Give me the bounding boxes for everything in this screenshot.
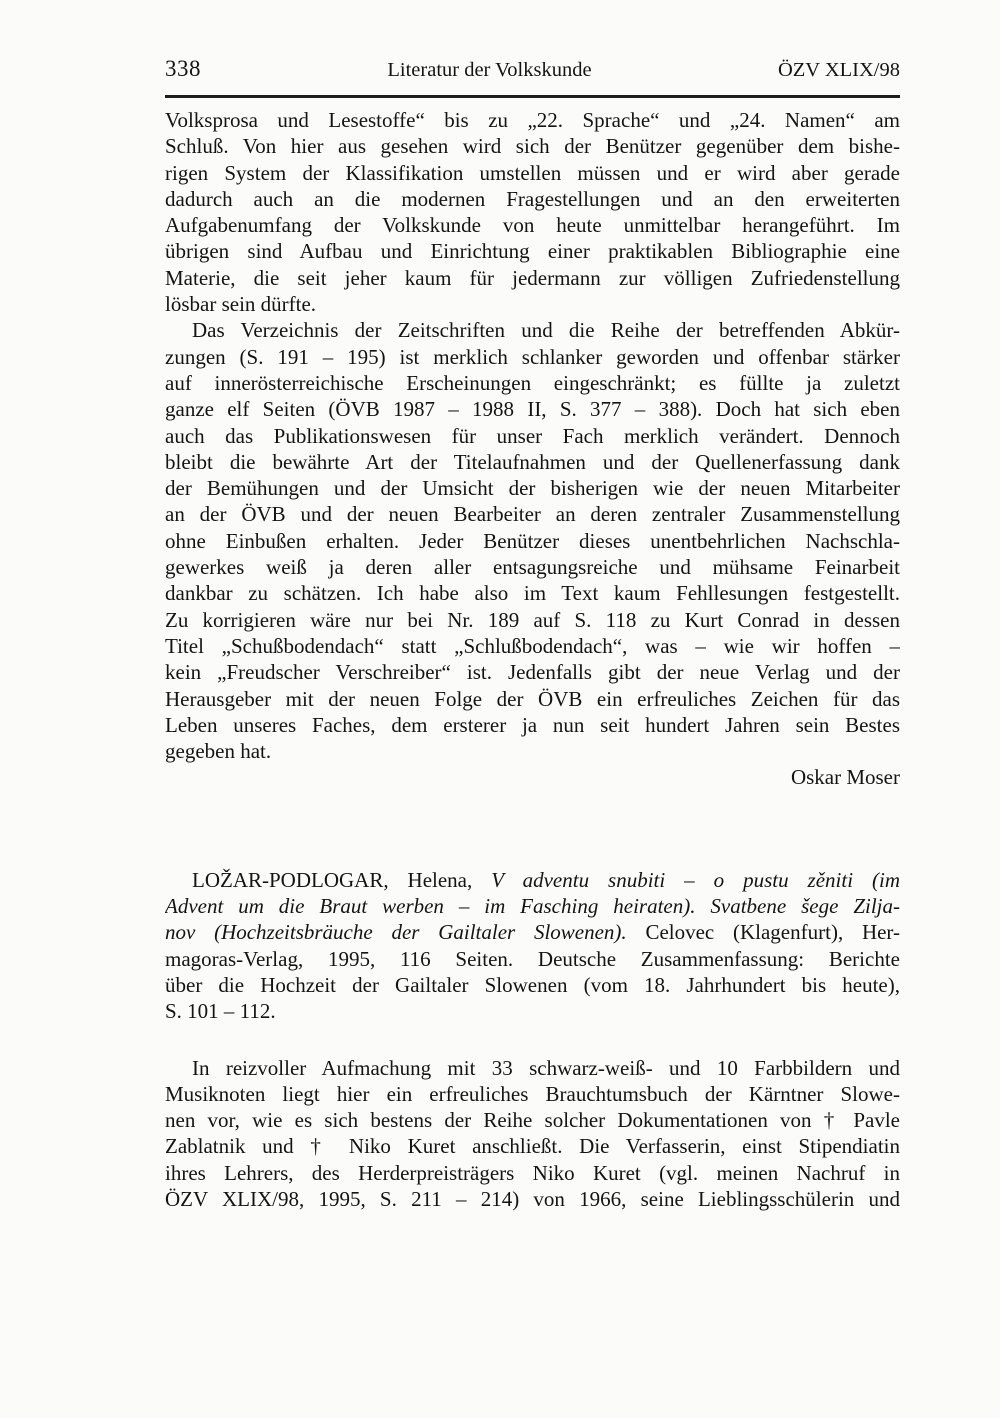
text-segment: Celovec (Klagenfurt), Her- xyxy=(626,920,900,945)
text-segment: auch das Publikationswesen für unser Fach merklich verändert. Dennoch xyxy=(165,423,900,448)
text-line xyxy=(165,867,900,893)
text-segment: dankbar zu schätzen. Ich habe also im Text kaum Fehllesungen festgestellt. xyxy=(165,581,900,606)
text-line xyxy=(165,1160,900,1186)
text-line xyxy=(165,317,900,343)
text-line xyxy=(165,580,900,606)
header-rule xyxy=(165,95,900,98)
text-line xyxy=(165,554,900,580)
page-content xyxy=(165,0,900,1212)
text-segment: magoras-Verlag, 1995, 116 Seiten. Deutsche Zusammenfassung: Berichte xyxy=(165,946,900,971)
header-journal-issue: ÖZV XLIX/98 xyxy=(777,59,900,81)
text-segment: S. 101 – 112. xyxy=(165,999,276,1024)
text-segment: Zu korrigieren wäre nur bei Nr. 189 auf S. 118 zu Kurt Conrad in dessen xyxy=(165,607,900,632)
text-line xyxy=(165,712,900,738)
text-line xyxy=(165,344,900,370)
page-number: 338 xyxy=(165,56,201,81)
header-center-title: Literatur der Volkskunde xyxy=(387,59,592,81)
running-header xyxy=(165,0,900,82)
text-line xyxy=(165,265,900,291)
text-segment: LOŽAR-PODLOGAR, Helena, xyxy=(192,867,492,892)
text-line xyxy=(165,449,900,475)
text-line xyxy=(165,686,900,712)
text-line xyxy=(165,893,900,919)
text-line xyxy=(165,946,900,972)
text-line xyxy=(165,133,900,159)
text-line xyxy=(165,475,900,501)
text-line xyxy=(165,659,900,685)
text-line xyxy=(165,998,900,1024)
text-line xyxy=(165,291,900,317)
text-line xyxy=(165,1107,900,1133)
spacer xyxy=(165,791,900,867)
text-segment: gegeben hat. xyxy=(165,739,272,764)
text-segment: Materie, die seit jeher kaum für jedermann zur völligen Zufriedenstellung xyxy=(165,265,900,290)
text-segment: Aufgabenumfang der Volkskunde von heute unmittelbar herangeführt. Im xyxy=(165,213,900,238)
text-segment: kein „Freudscher Verschreiber“ ist. Jedenfalls gibt der neue Verlag und der xyxy=(165,660,900,685)
text-segment: ganze elf Seiten (ÖVB 1987 – 1988 II, S. 377 – 388). Doch hat sich eben xyxy=(165,397,900,422)
signature: Oskar Moser xyxy=(790,765,900,790)
italic-text-segment: V adventu snubiti – o pustu zěniti (im xyxy=(491,867,900,892)
text-segment: lösbar sein dürfte. xyxy=(165,292,317,317)
text-line xyxy=(165,396,900,422)
text-line xyxy=(165,1055,900,1081)
text-segment: an der ÖVB und der neuen Bearbeiter an deren zentraler Zusammenstellung xyxy=(165,502,900,527)
text-line xyxy=(165,972,900,998)
text-line xyxy=(165,607,900,633)
text-line xyxy=(165,107,900,133)
text-segment: der Bemühungen und der Umsicht der bisherigen wie der neuen Mitarbeiter xyxy=(165,476,900,501)
text-segment: ÖZV XLIX/98, 1995, S. 211 – 214) von 1966, seine Lieblingsschülerin und xyxy=(165,1186,900,1211)
italic-text-segment: nov (Hochzeitsbräuche der Gailtaler Slowenen). xyxy=(165,920,627,945)
text-segment: bleibt die bewährte Art der Titelaufnahmen und der Quellenerfassung dank xyxy=(165,449,900,474)
text-line xyxy=(165,919,900,945)
text-segment: gewerkes weiß ja deren aller entsagungsreiche und mühsame Feinarbeit xyxy=(165,555,900,580)
text-segment: In reizvoller Aufmachung mit 33 schwarz-weiß- und 10 Farbbildern und xyxy=(192,1055,900,1080)
spacer xyxy=(165,1025,900,1055)
text-segment: Musiknoten liegt hier ein erfreuliches Brauchtumsbuch der Kärntner Slowe- xyxy=(165,1081,900,1106)
text-segment: übrigen sind Aufbau und Einrichtung einer praktikablen Bibliographie eine xyxy=(165,239,900,264)
text-line xyxy=(165,238,900,264)
text-line xyxy=(165,212,900,238)
text-body xyxy=(165,107,900,1212)
review-paragraph-1 xyxy=(165,107,900,317)
text-segment: Schluß. Von hier aus gesehen wird sich der Benützer gegenüber dem bishe- xyxy=(165,134,900,159)
review-paragraph-3 xyxy=(165,1055,900,1213)
text-line xyxy=(165,1186,900,1212)
text-segment: Herausgeber mit der neuen Folge der ÖVB ein erfreuliches Zeichen für das xyxy=(165,686,900,711)
text-segment: auf innerösterreichische Erscheinungen eingeschränkt; es füllte ja zuletzt xyxy=(165,370,900,395)
text-line xyxy=(165,423,900,449)
text-segment: Titel „Schußbodendach“ statt „Schlußbodendach“, was – wie wir hoffen – xyxy=(165,633,900,658)
text-line xyxy=(165,633,900,659)
text-segment: nen vor, wie es sich bestens der Reihe solcher Dokumentationen von † Pavle xyxy=(165,1108,900,1133)
italic-text-segment: Advent um die Braut werben – im Fasching heiraten). Svatbene šege Zilja- xyxy=(165,894,900,919)
text-line xyxy=(165,1133,900,1159)
text-segment: Leben unseres Faches, dem ersterer ja nun seit hundert Jahren sein Bestes xyxy=(165,712,900,737)
text-segment: über die Hochzeit der Gailtaler Slowenen (vom 18. Jahrhundert bis heute), xyxy=(165,972,900,997)
bibliography-entry xyxy=(165,867,900,1025)
text-line xyxy=(165,370,900,396)
text-segment: zungen (S. 191 – 195) ist merklich schlanker geworden und offenbar stärker xyxy=(165,344,900,369)
text-line xyxy=(165,738,900,764)
text-line xyxy=(165,1081,900,1107)
text-line xyxy=(165,186,900,212)
text-line xyxy=(165,160,900,186)
text-segment: ohne Einbußen erhalten. Jeder Benützer dieses unentbehrlichen Nachschla- xyxy=(165,528,900,553)
text-segment: Zablatnik und † Niko Kuret anschließt. Die Verfasserin, einst Stipendiatin xyxy=(165,1134,900,1159)
text-segment: Volksprosa und Lesestoffe“ bis zu „22. Sprache“ und „24. Namen“ am xyxy=(165,108,900,132)
text-line xyxy=(165,528,900,554)
text-line xyxy=(165,501,900,527)
text-segment: rigen System der Klassifikation umstellen müssen und er wird aber gerade xyxy=(165,160,900,185)
text-segment: Das Verzeichnis der Zeitschriften und die Reihe der betreffenden Abkür- xyxy=(192,318,900,343)
review-paragraph-2 xyxy=(165,317,900,764)
text-segment: ihres Lehrers, des Herderpreisträgers Niko Kuret (vgl. meinen Nachruf in xyxy=(165,1160,900,1185)
text-segment: dadurch auch an die modernen Fragestellungen und an den erweiterten xyxy=(165,186,900,211)
